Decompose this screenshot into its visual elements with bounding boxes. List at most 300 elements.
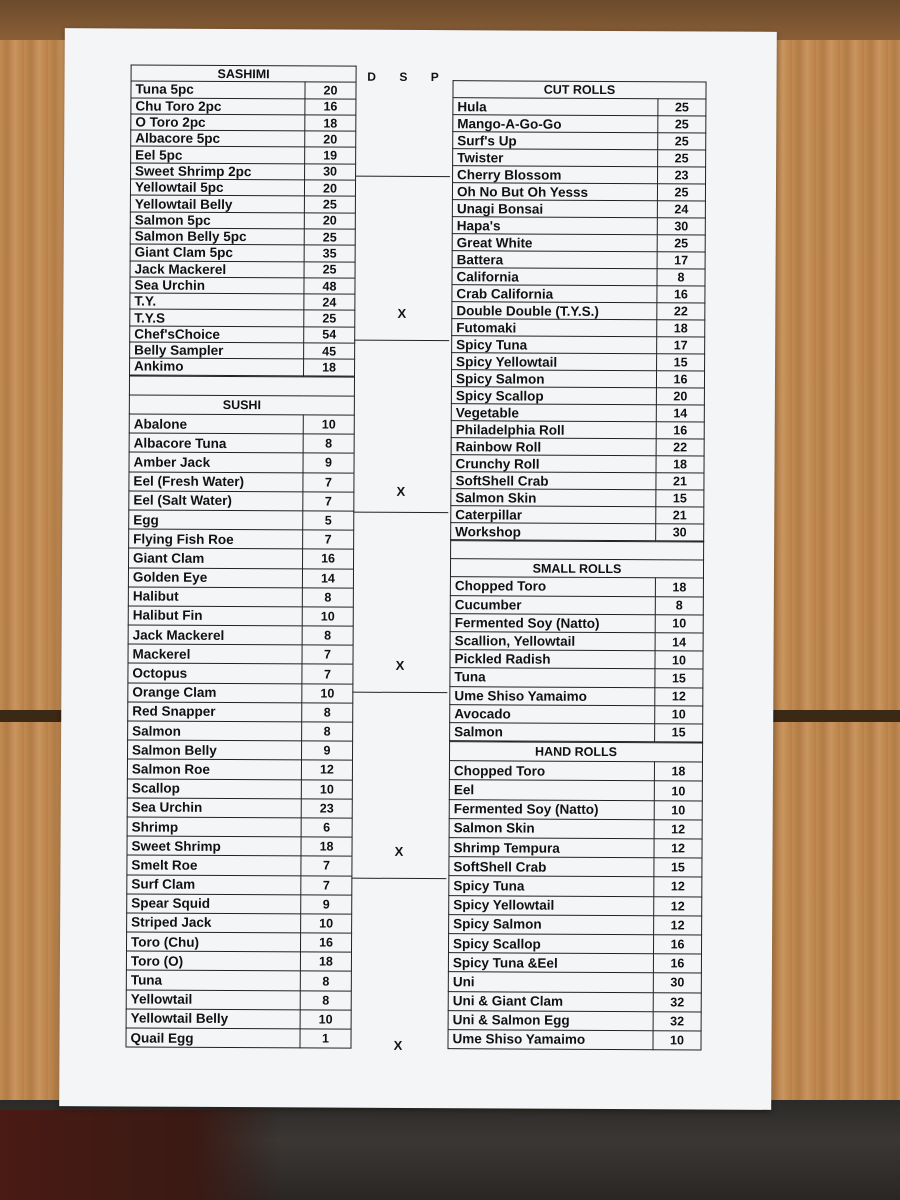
item-price: 16 <box>300 933 351 952</box>
item-price: 25 <box>657 184 705 201</box>
menu-row <box>450 668 703 688</box>
item-price: 1 <box>300 1029 351 1048</box>
item-price: 19 <box>305 147 356 164</box>
menu-row <box>451 370 704 388</box>
item-name: Eel <box>449 780 654 800</box>
item-price: 8 <box>655 596 703 614</box>
item-name: Sweet Shrimp 2pc <box>131 163 305 180</box>
item-price: 16 <box>305 98 356 115</box>
item-price: 8 <box>300 971 351 990</box>
item-price: 8 <box>303 434 354 453</box>
item-price: 30 <box>653 973 701 992</box>
item-name: Albacore Tuna <box>129 433 303 453</box>
item-name: T.Y.S <box>130 309 304 326</box>
menu-row <box>452 183 705 201</box>
item-price: 8 <box>302 626 353 645</box>
menu-row <box>130 358 355 375</box>
item-name: Spicy Tuna <box>449 876 654 896</box>
dsp-header <box>356 66 451 84</box>
item-price: 8 <box>302 722 353 741</box>
menu-row <box>127 759 352 779</box>
menu-row <box>130 309 355 326</box>
item-price: 14 <box>656 405 704 422</box>
item-name: Halibut <box>128 587 302 607</box>
hand-rolls-table <box>447 741 703 1050</box>
item-price: 12 <box>654 915 702 934</box>
item-name: Salmon Roe <box>127 759 301 779</box>
dsp-p-label: P <box>430 70 439 85</box>
item-name: Striped Jack <box>127 913 301 933</box>
item-price: 24 <box>304 294 355 311</box>
left-column <box>125 64 355 1048</box>
menu-row <box>451 472 704 490</box>
menu-row <box>452 285 705 303</box>
menu-row <box>449 761 702 782</box>
menu-row <box>450 686 703 706</box>
menu-row <box>130 195 355 212</box>
item-price: 8 <box>657 269 705 286</box>
item-price: 25 <box>658 116 706 133</box>
menu-row <box>130 326 355 343</box>
menu-row <box>127 874 352 894</box>
item-name: Surf's Up <box>453 132 658 150</box>
menu-row <box>130 228 355 245</box>
item-name: Red Snapper <box>128 702 302 722</box>
item-name: Salmon Skin <box>451 489 656 507</box>
item-name: Albacore 5pc <box>131 130 305 147</box>
menu-row <box>127 894 352 914</box>
menu-row <box>452 336 705 354</box>
item-name: Cherry Blossom <box>453 166 658 184</box>
menu-row <box>128 625 353 645</box>
menu-row <box>129 414 354 434</box>
menu-row <box>451 421 704 439</box>
menu-row <box>449 838 702 859</box>
item-price: 12 <box>654 820 702 839</box>
item-price: 5 <box>303 511 354 530</box>
item-price: 15 <box>654 858 702 877</box>
item-name: Toro (O) <box>126 951 300 971</box>
item-name: Spicy Scallop <box>451 387 656 405</box>
small-rolls-table <box>449 540 704 742</box>
item-price: 15 <box>656 490 704 507</box>
item-price: 18 <box>657 320 705 337</box>
item-name: Vegetable <box>451 404 656 422</box>
sushi-table <box>125 375 355 1049</box>
item-price: 18 <box>654 762 702 781</box>
menu-row <box>452 200 705 218</box>
item-name: Giant Clam 5pc <box>130 244 304 261</box>
item-name: Sea Urchin <box>127 798 301 818</box>
item-name: Philadelphia Roll <box>451 421 656 439</box>
item-price: 30 <box>305 164 356 181</box>
item-name: O Toro 2pc <box>131 114 305 131</box>
menu-row <box>127 913 352 933</box>
item-name: Caterpillar <box>451 506 656 524</box>
item-name: Spicy Tuna <box>452 336 657 354</box>
menu-row <box>453 149 706 167</box>
item-price: 6 <box>301 818 352 837</box>
dsp-mark: X <box>396 483 406 499</box>
dsp-s-label: S <box>399 69 408 84</box>
table-spacer <box>451 541 704 561</box>
menu-row <box>128 721 353 741</box>
item-name: California <box>452 268 657 286</box>
item-name: Hula <box>453 98 658 116</box>
menu-row <box>129 433 354 453</box>
menu-row <box>451 404 704 422</box>
item-price: 18 <box>300 952 351 971</box>
menu-row <box>130 244 355 261</box>
menu-row <box>453 98 706 116</box>
item-name: Spicy Scallop <box>448 934 653 954</box>
item-name: Amber Jack <box>129 452 303 472</box>
item-price: 10 <box>301 914 352 933</box>
menu-row <box>130 342 355 359</box>
menu-row <box>129 491 354 511</box>
item-price: 7 <box>302 645 353 664</box>
item-price: 20 <box>305 131 356 148</box>
item-name: Futomaki <box>452 319 657 337</box>
item-price: 15 <box>657 354 705 371</box>
item-price: 20 <box>304 180 355 197</box>
item-name: Salmon <box>450 723 655 742</box>
item-name: Shrimp Tempura <box>449 838 654 858</box>
item-name: Salmon <box>128 721 302 741</box>
item-name: Fermented Soy (Natto) <box>449 799 654 819</box>
item-price: 25 <box>658 99 706 116</box>
item-price: 18 <box>655 578 703 596</box>
menu-row <box>449 914 702 935</box>
item-name: Chopped Toro <box>449 761 654 781</box>
item-name: Chu Toro 2pc <box>131 98 305 115</box>
item-price: 10 <box>653 1031 701 1050</box>
menu-row <box>448 1010 701 1031</box>
menu-row <box>449 818 702 839</box>
item-price: 18 <box>301 837 352 856</box>
menu-row <box>449 876 702 897</box>
menu-row <box>131 98 356 115</box>
cut-rolls-table <box>450 80 706 541</box>
dsp-divider <box>353 512 448 513</box>
item-price: 9 <box>301 741 352 760</box>
floor-rug <box>0 1110 280 1200</box>
dsp-divider <box>351 878 446 879</box>
item-price: 8 <box>300 991 351 1010</box>
menu-row <box>127 798 352 818</box>
item-name: Mackerel <box>128 644 302 664</box>
item-price: 17 <box>657 337 705 354</box>
menu-row <box>448 1030 701 1051</box>
menu-row <box>451 387 704 405</box>
item-name: SoftShell Crab <box>449 857 654 877</box>
item-name: Tuna <box>126 970 300 990</box>
item-price: 22 <box>657 303 705 320</box>
menu-row <box>127 740 352 760</box>
item-price: 30 <box>657 218 705 235</box>
item-price: 20 <box>304 213 355 230</box>
dsp-mark: X <box>395 657 405 673</box>
item-name: Pickled Radish <box>450 650 655 669</box>
dsp-divider <box>352 692 447 693</box>
menu-row <box>448 953 701 974</box>
menu-row <box>126 1028 351 1048</box>
menu-row <box>128 683 353 703</box>
item-name: Workshop <box>451 523 656 541</box>
item-price: 25 <box>304 196 355 213</box>
item-price: 22 <box>656 439 704 456</box>
item-name: Chef'sChoice <box>130 326 304 343</box>
item-price: 25 <box>657 235 705 252</box>
item-price: 12 <box>654 839 702 858</box>
menu-row <box>129 510 354 530</box>
menu-row <box>130 261 355 278</box>
item-name: Yellowtail 5pc <box>130 179 304 196</box>
item-name: Salmon Belly <box>127 740 301 760</box>
item-name: Fermented Soy (Natto) <box>450 613 655 632</box>
item-price: 10 <box>655 705 703 723</box>
menu-row <box>127 855 352 875</box>
item-price: 25 <box>304 310 355 327</box>
menu-row <box>450 704 703 724</box>
menu-row <box>127 817 352 837</box>
item-name: Great White <box>452 234 657 252</box>
item-price: 24 <box>657 201 705 218</box>
item-name: Spicy Salmon <box>451 370 656 388</box>
item-name: Tuna 5pc <box>131 81 305 98</box>
item-name: Ume Shiso Yamaimo <box>448 1030 653 1050</box>
dsp-mark: X <box>394 843 404 859</box>
menu-row <box>131 114 356 131</box>
item-name: Orange Clam <box>128 683 302 703</box>
item-name: Oh No But Oh Yesss <box>452 183 657 201</box>
item-name: Double Double (T.Y.S.) <box>452 302 657 320</box>
item-name: Abalone <box>129 414 303 434</box>
item-name: Halibut Fin <box>128 606 302 626</box>
item-name: Battera <box>452 251 657 269</box>
item-price: 10 <box>302 607 353 626</box>
item-price: 10 <box>301 779 352 798</box>
item-name: Eel (Fresh Water) <box>129 472 303 492</box>
item-price: 12 <box>301 760 352 779</box>
menu-row <box>451 523 704 541</box>
menu-row <box>451 489 704 507</box>
menu-row <box>449 799 702 820</box>
item-name: Avocado <box>450 704 655 723</box>
item-name: Flying Fish Roe <box>129 529 303 549</box>
menu-row <box>128 644 353 664</box>
item-name: Crunchy Roll <box>451 455 656 473</box>
sushi-title: SUSHI <box>129 395 354 415</box>
item-price: 20 <box>656 388 704 405</box>
item-price: 7 <box>301 875 352 894</box>
item-price: 18 <box>305 115 356 132</box>
menu-row <box>131 130 356 147</box>
item-name: Yellowtail Belly <box>130 195 304 212</box>
item-name: Cucumber <box>450 595 655 614</box>
menu-row <box>129 548 354 568</box>
menu-row <box>129 472 354 492</box>
item-price: 32 <box>653 1011 701 1030</box>
right-column <box>447 80 705 1050</box>
dsp-divider <box>354 340 449 341</box>
cut-rolls-title: CUT ROLLS <box>453 81 706 99</box>
menu-row <box>450 632 703 652</box>
hand-rolls-title: HAND ROLLS <box>449 742 702 763</box>
item-name: Octopus <box>128 663 302 683</box>
item-name: Golden Eye <box>128 567 302 587</box>
menu-row <box>129 529 354 549</box>
item-price: 9 <box>301 895 352 914</box>
sashimi-table <box>129 64 357 376</box>
item-price: 10 <box>303 415 354 434</box>
item-price: 21 <box>656 473 704 490</box>
menu-row <box>126 951 351 971</box>
item-price: 21 <box>656 507 704 524</box>
item-price: 9 <box>303 453 354 472</box>
item-price: 8 <box>302 588 353 607</box>
menu-row <box>451 506 704 524</box>
item-name: Salmon Belly 5pc <box>130 228 304 245</box>
item-price: 16 <box>653 954 701 973</box>
item-name: Jack Mackerel <box>130 261 304 278</box>
item-name: Eel (Salt Water) <box>129 491 303 511</box>
item-price: 23 <box>658 167 706 184</box>
item-price: 30 <box>656 524 704 541</box>
menu-row <box>451 455 704 473</box>
item-name: Sea Urchin <box>130 277 304 294</box>
menu-row <box>130 277 355 294</box>
menu-row <box>449 780 702 801</box>
menu-row <box>451 438 704 456</box>
menu-row <box>126 1009 351 1029</box>
item-price: 15 <box>655 724 703 742</box>
item-price: 45 <box>304 343 355 360</box>
item-name: Twister <box>453 149 658 167</box>
item-name: Spear Squid <box>127 894 301 914</box>
menu-row <box>131 81 356 98</box>
menu-row <box>128 567 353 587</box>
menu-row <box>129 452 354 472</box>
item-price: 16 <box>653 935 701 954</box>
item-name: Toro (Chu) <box>126 932 300 952</box>
item-name: Tuna <box>450 668 655 687</box>
item-price: 16 <box>656 371 704 388</box>
menu-row <box>128 606 353 626</box>
item-name: Rainbow Roll <box>451 438 656 456</box>
item-price: 16 <box>657 286 705 303</box>
item-name: Unagi Bonsai <box>452 200 657 218</box>
item-price: 10 <box>655 651 703 669</box>
item-price: 25 <box>658 133 706 150</box>
menu-row <box>130 293 355 310</box>
item-price: 23 <box>301 799 352 818</box>
item-name: Spicy Salmon <box>449 914 654 934</box>
item-name: Scallion, Yellowtail <box>450 632 655 651</box>
item-name: Yellowtail <box>126 990 300 1010</box>
menu-row <box>452 302 705 320</box>
item-price: 12 <box>655 687 703 705</box>
item-name: Smelt Roe <box>127 855 301 875</box>
item-price: 12 <box>654 877 702 896</box>
item-name: Surf Clam <box>127 874 301 894</box>
item-name: Mango-A-Go-Go <box>453 115 658 133</box>
menu-row <box>449 895 702 916</box>
item-name: Ankimo <box>130 358 304 375</box>
menu-row <box>453 115 706 133</box>
menu-row <box>448 991 701 1012</box>
item-price: 14 <box>302 568 353 587</box>
item-price: 25 <box>304 261 355 278</box>
menu-row <box>452 251 705 269</box>
menu-row <box>127 779 352 799</box>
item-price: 10 <box>654 800 702 819</box>
menu-row <box>449 857 702 878</box>
menu-row <box>128 587 353 607</box>
item-price: 18 <box>656 456 704 473</box>
item-price: 7 <box>303 530 354 549</box>
item-name: Quail Egg <box>126 1028 300 1048</box>
dsp-mark: X <box>397 305 407 321</box>
item-name: Egg <box>129 510 303 530</box>
item-name: Hapa's <box>452 217 657 235</box>
item-price: 18 <box>304 359 355 376</box>
menu-row <box>131 146 356 163</box>
item-name: Spicy Yellowtail <box>452 353 657 371</box>
item-price: 35 <box>304 245 355 262</box>
table-spacer <box>129 376 354 396</box>
item-price: 14 <box>655 633 703 651</box>
item-name: Shrimp <box>127 817 301 837</box>
item-name: Giant Clam <box>129 548 303 568</box>
item-price: 16 <box>656 422 704 439</box>
menu-row <box>450 723 703 743</box>
item-price: 8 <box>302 703 353 722</box>
item-name: Belly Sampler <box>130 342 304 359</box>
item-price: 12 <box>654 896 702 915</box>
menu-row <box>453 132 706 150</box>
item-name: Uni & Giant Clam <box>448 991 653 1011</box>
item-name: SoftShell Crab <box>451 472 656 490</box>
item-price: 32 <box>653 992 701 1011</box>
menu-row <box>126 970 351 990</box>
small-rolls-title: SMALL ROLLS <box>450 559 703 579</box>
menu-row <box>128 702 353 722</box>
item-price: 54 <box>304 327 355 344</box>
menu-row <box>450 595 703 615</box>
menu-row <box>448 934 701 955</box>
dsp-column <box>350 66 450 1066</box>
item-name: Salmon 5pc <box>130 212 304 229</box>
item-price: 7 <box>301 856 352 875</box>
item-price: 25 <box>304 229 355 246</box>
item-name: Chopped Toro <box>450 577 655 596</box>
item-price: 20 <box>305 82 356 99</box>
item-name: Scallop <box>127 779 301 799</box>
menu-row <box>448 972 701 993</box>
menu-row <box>452 319 705 337</box>
item-name: Salmon Skin <box>449 818 654 838</box>
item-price: 7 <box>302 664 353 683</box>
item-name: Yellowtail Belly <box>126 1009 300 1029</box>
item-price: 7 <box>303 492 354 511</box>
menu-row <box>450 650 703 670</box>
menu-row <box>127 836 352 856</box>
item-price: 10 <box>654 781 702 800</box>
item-name: Ume Shiso Yamaimo <box>450 686 655 705</box>
menu-grid <box>130 64 706 1053</box>
item-price: 7 <box>303 472 354 491</box>
